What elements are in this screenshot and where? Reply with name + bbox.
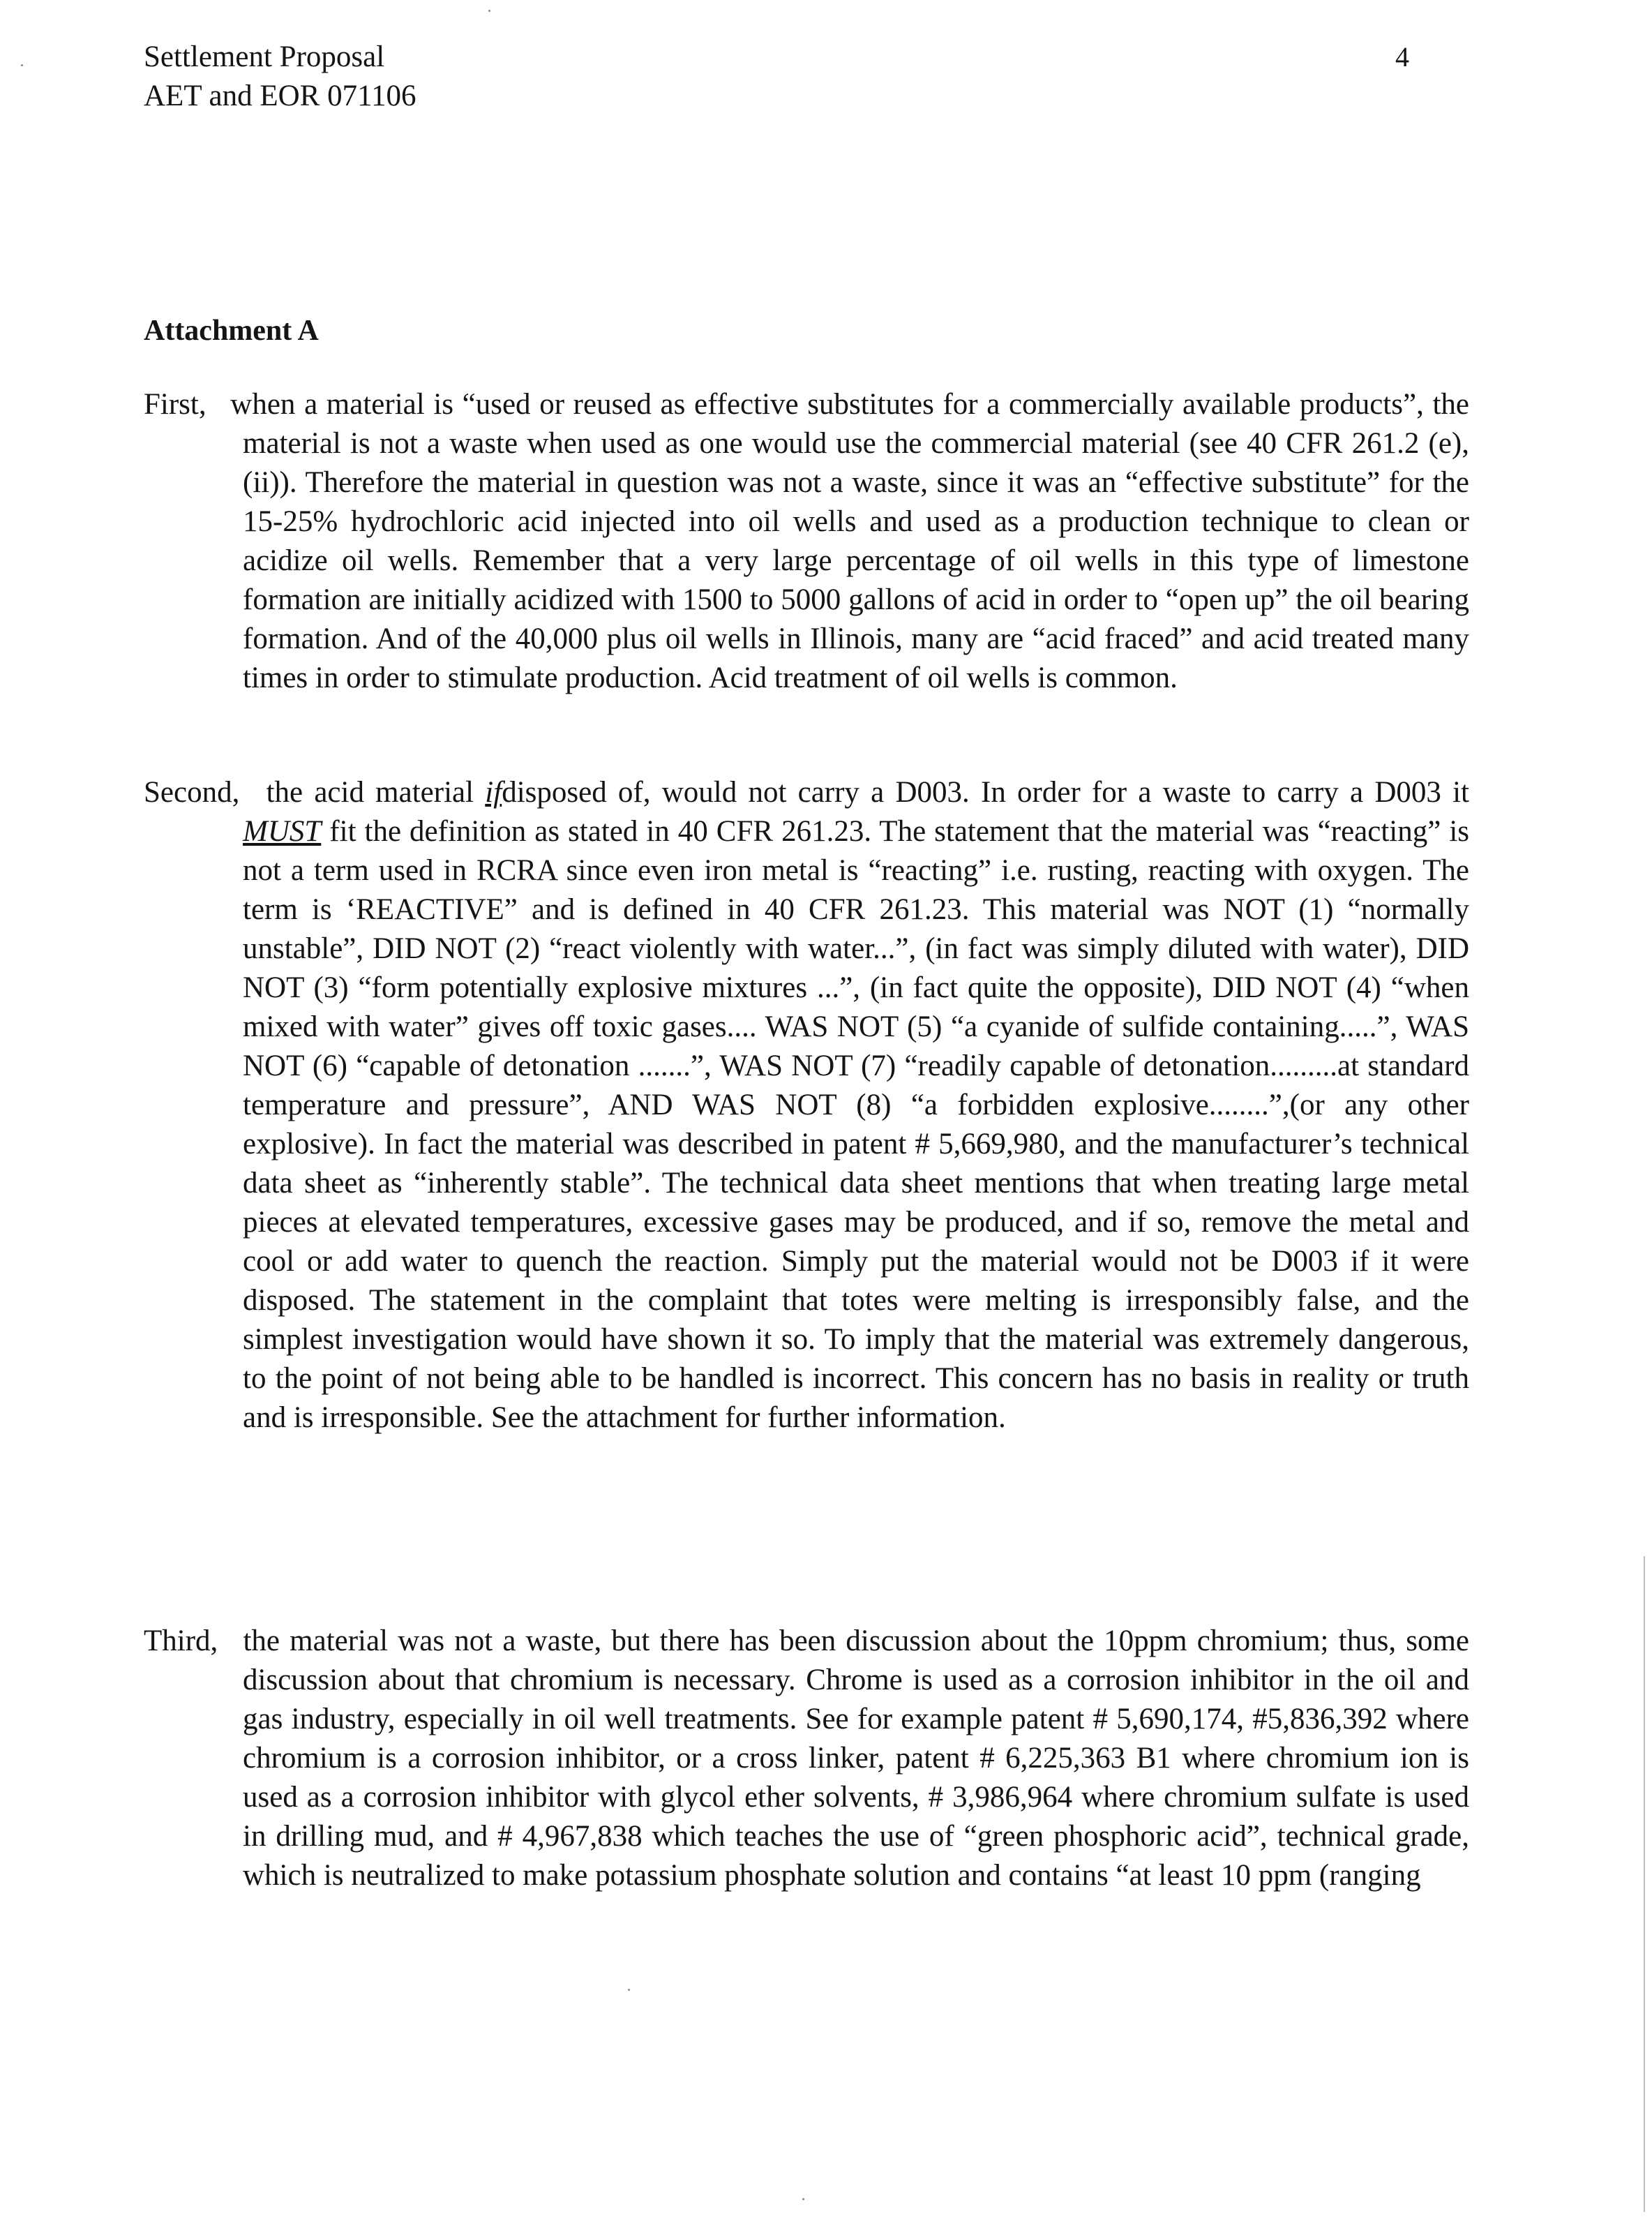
paragraph-third xyxy=(144,1622,1469,1895)
header-reference: AET and EOR 071106 xyxy=(144,80,416,112)
paragraph-second xyxy=(144,773,1469,1437)
paragraph-first xyxy=(144,385,1469,698)
emphasis-must: MUST xyxy=(243,815,322,848)
page-number: 4 xyxy=(1395,41,1409,73)
paragraph-text-second-c: fit the definition as stated in 40 CFR 261.23. The statement that the material was “reacting” is not a term used in RCRA since even iron metal is “reacting” i.e. rusting, reacting with oxygen. The term is ‘REACTIVE” and is defined in 40 CFR 261.23. This material was NOT (1) “normally unstable”, DID NOT (2) “react violently with water...”, (in fact was simply diluted with water), DID NOT (3) “form potentially explosive mixtures ...”, (in fact quite the opposite), DID NOT (4) “when mixed with water” gives off toxic gases.... WAS NOT (5) “a cyanide of sulfide containing.....”, WAS NOT (6) “capable of detonation .......”, WAS NOT (7) “readily capable of detonation.........at standard temperature and pressure”, AND WAS NOT (8) “a forbidden explosive........”,(or any other explosive). In fact the material was described in patent # 5,669,980, and the manufacturer’s technical data sheet as “inherently stable”. The technical data sheet mentions that when treating large metal pieces at elevated temperatures, excessive gases may be produced, and if so, remove the metal and cool or add water to quench the reaction. Simply put the material would not be D003 if it were disposed. The statement in the complaint that totes were melting is irresponsibly false, and the simplest investigation would have shown it so. To imply that the material was extremely dangerous, to the point of not being able to be handled is incorrect. This concern has no basis in reality or truth and is irresponsible. See the attachment for further information. xyxy=(243,815,1469,1434)
scan-edge-line xyxy=(1644,1556,1645,2212)
paragraph-lead-third: Third, xyxy=(144,1625,218,1657)
scan-speck xyxy=(802,2198,804,2200)
paragraph-lead-second: Second, xyxy=(144,776,240,809)
emphasis-if: if xyxy=(485,776,502,809)
attachment-heading: Attachment A xyxy=(144,315,319,347)
document-header xyxy=(144,38,416,116)
scan-speck xyxy=(488,10,490,12)
paragraph-text-second-a: the acid material xyxy=(266,776,474,809)
paragraph-text-second-b: disposed of, would not carry a D003. In order for a waste to carry a D003 it xyxy=(502,776,1470,809)
scan-speck xyxy=(628,1989,630,1991)
header-title: Settlement Proposal xyxy=(144,40,385,73)
paragraph-text-first: when a material is “used or reused as effective substitutes for a commercially available products”, the material is not a waste when used as one would use the commercial material (see 40 CFR 261.2 (e),(ii)). Therefore the material in question was not a waste, since it was an “effective substitute” for the 15-25% hydrochloric acid injected into oil wells and used as a production technique to clean or acidize oil wells. Remember that a very large percentage of oil wells in this type of limestone formation are initially acidized with 1500 to 5000 gallons of acid in order to “open up” the oil bearing formation. And of the 40,000 plus oil wells in Illinois, many are “acid fraced” and acid treated many times in order to stimulate production. Acid treatment of oil wells is common. xyxy=(230,388,1469,694)
scan-speck xyxy=(21,64,23,66)
paragraph-text-third: the material was not a waste, but there has been discussion about the 10ppm chromium; thus, some discussion about that chromium is necessary. Chrome is used as a corrosion inhibitor in the oil and gas industry, especially in oil well treatments. See for example patent # 5,690,174, #5,836,392 where chromium is a corrosion inhibitor, or a cross linker, patent # 6,225,363 B1 where chromium ion is used as a corrosion inhibitor with glycol ether solvents, # 3,986,964 where chromium sulfate is used in drilling mud, and # 4,967,838 which teaches the use of “green phosphoric acid”, technical grade, which is neutralized to make potassium phosphate solution and contains “at least 10 ppm (ranging xyxy=(243,1625,1469,1892)
paragraph-lead-first: First, xyxy=(144,388,206,421)
